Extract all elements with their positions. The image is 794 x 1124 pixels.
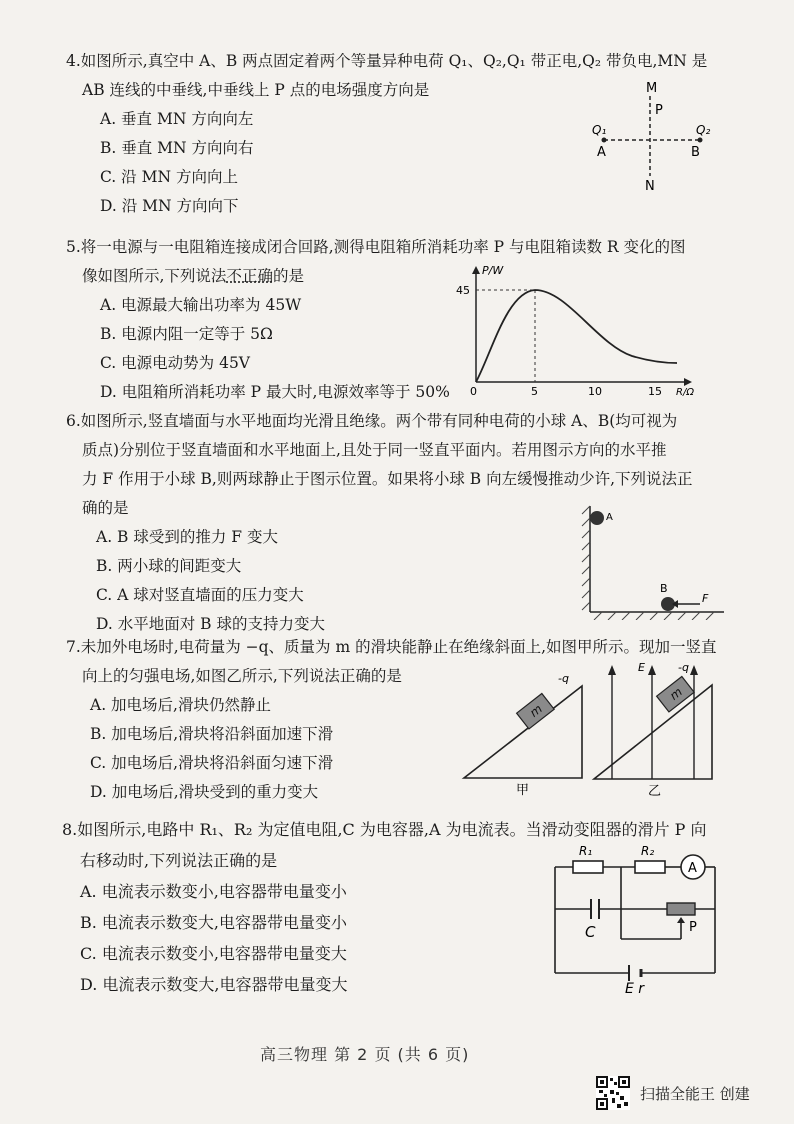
q4-label-b: B — [691, 145, 700, 160]
q4-stem-line1: 4.如图所示,真空中 A、B 两点固定着两个等量异种电荷 Q₁、Q₂,Q₁ 带正电,Q₂ 带负电,MN 是 — [66, 52, 708, 70]
scanner-text: 扫描全能王 创建 — [640, 1084, 750, 1103]
q6-option-b[interactable]: B. 两小球的间距变大 — [96, 557, 242, 575]
q8-rheostat — [667, 903, 695, 915]
q5-stem-emphasis: 不正确 — [226, 267, 273, 285]
q5-stem-line2a: 像如图所示,下列说法 — [82, 267, 227, 285]
q5-x-tick-15: 15 — [648, 385, 662, 397]
q6-ball-a — [590, 511, 604, 525]
q4-label-n: N — [645, 179, 655, 194]
q5-graph — [452, 262, 702, 397]
q7-jia-caption: 甲 — [516, 783, 530, 798]
q5-power-curve — [476, 290, 677, 382]
q4-label-q2: Q₂ — [696, 123, 711, 137]
q6-stem-line4: 确的是 — [82, 499, 129, 517]
q7-option-c[interactable]: C. 加电场后,滑块将沿斜面匀速下滑 — [90, 754, 334, 772]
q8-label-c: C — [585, 923, 596, 941]
q6-stem-line3: 力 F 作用于小球 B,则两球静止于图示位置。如果将小球 B 向左缓慢推动少许,下列说法正 — [82, 470, 693, 488]
q8-r2-resistor — [635, 861, 665, 873]
q5-option-b[interactable]: B. 电源内阻一定等于 5Ω — [100, 325, 273, 343]
q6-option-a[interactable]: A. B 球受到的推力 F 变大 — [96, 528, 278, 546]
q5-option-c[interactable]: C. 电源电动势为 45V — [100, 354, 251, 372]
q7-yi-charge-label: -q — [678, 661, 689, 674]
q7-option-b[interactable]: B. 加电场后,滑块将沿斜面加速下滑 — [90, 725, 334, 743]
q8-ammeter-label: A — [688, 861, 697, 876]
q8-option-b[interactable]: B. 电流表示数变大,电容器带电量变小 — [80, 913, 348, 932]
q6-label-b: B — [660, 582, 668, 595]
q4-label-q1: Q₁ — [592, 123, 607, 137]
q5-option-d[interactable]: D. 电阻箱所消耗功率 P 最大时,电源效率等于 50% — [100, 383, 450, 401]
q7-option-d[interactable]: D. 加电场后,滑块受到的重力变大 — [90, 783, 319, 801]
q8-option-a[interactable]: A. 电流表示数变小,电容器带电量变小 — [80, 882, 347, 901]
q5-x-tick-5: 5 — [531, 385, 538, 397]
q8-label-r1: R₁ — [579, 844, 593, 858]
q5-stem-line2c: 的是 — [272, 267, 304, 285]
q6-stem-line2: 质点)分别位于竖直墙面和水平地面上,且处于同一竖直平面内。若用图示方向的水平推 — [82, 441, 667, 459]
q5-ylabel: P/W — [482, 264, 504, 277]
q5-y-tick-45: 45 — [456, 284, 470, 297]
q8-r1-resistor — [573, 861, 603, 873]
q4-figure — [588, 78, 718, 198]
q6-option-d[interactable]: D. 水平地面对 B 球的支持力变大 — [96, 615, 325, 633]
q8-option-c[interactable]: C. 电流表示数变小,电容器带电量变大 — [80, 944, 347, 963]
q4-option-d[interactable]: D. 沿 MN 方向向下 — [100, 197, 239, 215]
qr-code-icon — [596, 1076, 630, 1110]
q8-stem-line1: 8.如图所示,电路中 R₁、R₂ 为定值电阻,C 为电容器,A 为电流表。当滑动变阻器的滑片 P 向 — [62, 820, 707, 839]
q5-xlabel: R/Ω — [676, 387, 694, 397]
q8-stem-line2: 右移动时,下列说法正确的是 — [80, 851, 278, 870]
q7-jia-charge-label: -q — [558, 672, 569, 685]
q8-circuit — [545, 843, 745, 993]
q6-option-c[interactable]: C. A 球对竖直墙面的压力变大 — [96, 586, 304, 604]
q8-option-d[interactable]: D. 电流表示数变大,电容器带电量变大 — [80, 975, 348, 994]
q8-label-p: P — [689, 920, 697, 935]
q5-option-a[interactable]: A. 电源最大输出功率为 45W — [100, 296, 302, 314]
q7-yi-field-label: E — [638, 661, 645, 674]
q6-label-a: A — [606, 512, 613, 523]
q5-x-tick-0: 0 — [470, 385, 477, 397]
q7-stem-line2: 向上的匀强电场,如图乙所示,下列说法正确的是 — [82, 667, 402, 685]
q4-label-p: P — [655, 103, 663, 118]
q8-label-er: E r — [625, 981, 645, 993]
q6-stem-line1: 6.如图所示,竖直墙面与水平地面均光滑且绝缘。两个带有同种电荷的小球 A、B(均可视为 — [66, 412, 678, 430]
q7-yi-caption: 乙 — [648, 784, 662, 799]
q7-figure-jia — [460, 672, 590, 802]
q5-x-tick-10: 10 — [588, 385, 602, 397]
q7-option-a[interactable]: A. 加电场后,滑块仍然静止 — [90, 696, 271, 714]
q8-label-r2: R₂ — [641, 844, 655, 858]
scanner-watermark — [596, 1075, 786, 1111]
q4-stem-line2: AB 连线的中垂线,中垂线上 P 点的电场强度方向是 — [82, 81, 430, 99]
page-footer: 高三物理 第 2 页 (共 6 页) — [260, 1045, 470, 1064]
q6-label-f: F — [702, 592, 709, 605]
q7-jia-mass-label: m — [527, 701, 545, 720]
q6-figure — [580, 500, 730, 620]
q7-stem-line1: 7.未加外电场时,电荷量为 −q、质量为 m 的滑块能静止在绝缘斜面上,如图甲所示。现加一竖直 — [66, 638, 717, 656]
q7-yi-mass-label: m — [667, 684, 685, 703]
q4-label-m: M — [646, 81, 658, 96]
q4-label-a: A — [597, 145, 606, 160]
q4-option-c[interactable]: C. 沿 MN 方向向上 — [100, 168, 238, 186]
q4-option-b[interactable]: B. 垂直 MN 方向向右 — [100, 139, 254, 157]
q7-figure-yi — [590, 655, 720, 805]
q4-option-a[interactable]: A. 垂直 MN 方向向左 — [100, 110, 254, 128]
q5-stem-line1: 5.将一电源与一电阻箱连接成闭合回路,测得电阻箱所消耗功率 P 与电阻箱读数 R 变化的图 — [66, 238, 686, 256]
